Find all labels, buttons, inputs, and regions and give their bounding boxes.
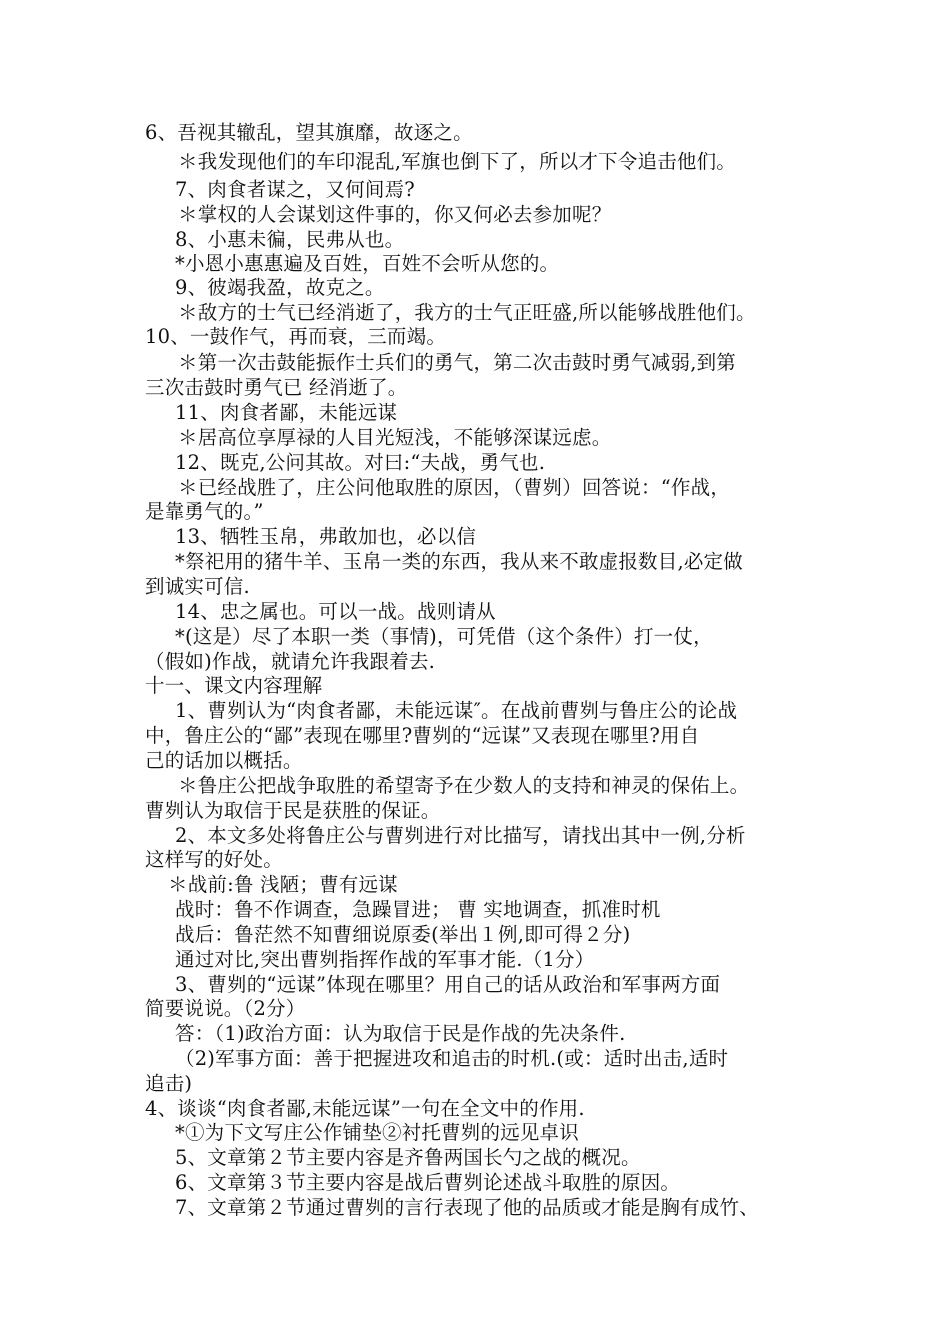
text-line: 1、曹刿认为“肉食者鄙，未能远谋″。在战前曹刿与鲁庄公的论战: [175, 699, 738, 722]
text-line: ＊鲁庄公把战争取胜的希望寄予在少数人的支持和神灵的保佑上。: [178, 774, 750, 797]
text-line: 这样写的好处。: [145, 848, 283, 871]
text-line: *小恩小惠惠遍及百姓，百姓不会听从您的。: [175, 252, 560, 275]
text-line: 是靠勇气的。”: [145, 500, 264, 523]
text-line: （2)军事方面：善于把握进攻和追击的时机.(或：适时出击,适时: [175, 1047, 729, 1070]
text-line: 13、牺牲玉帛，弗敢加也，必以信: [175, 525, 477, 548]
text-line: 6、文章第３节主要内容是战后曹刿论述战斗取胜的原因。: [175, 1171, 681, 1194]
text-line: 追击): [145, 1072, 193, 1095]
text-line: ＊敌方的士气已经消逝了，我方的士气正旺盛,所以能够战胜他们。: [178, 301, 756, 324]
text-line: ＊掌权的人会谋划这件事的，你又何必去参加呢？: [178, 203, 612, 226]
text-line: 9、彼竭我盈，故克之。: [175, 276, 385, 299]
section-heading: 十一、课文内容理解: [145, 674, 323, 697]
text-line: （假如)作战，就请允许我跟着去.: [145, 650, 436, 673]
text-line: 战后：鲁茫然不知曹细说原委(举出１例,即可得２分): [175, 923, 631, 946]
text-line: 通过对比,突出曹刿指挥作战的军事才能.（1分）: [175, 948, 595, 971]
text-line: 答：（1)政治方面：认为取信于民是作战的先决条件.: [175, 1022, 626, 1045]
text-line: ＊我发现他们的车印混乱,军旗也倒下了，所以才下令追击他们。: [178, 150, 736, 173]
text-line: 曹刿认为取信于民是获胜的保证。: [145, 799, 441, 822]
text-line: 三次击鼓时勇气已 经消逝了。: [145, 376, 408, 399]
text-line: ＊已经战胜了，庄公问他取胜的原因，（曹刿）回答说：“作战，: [178, 476, 731, 499]
text-line: 己的话加以概括。: [145, 749, 303, 772]
text-line: *①为下文写庄公作铺垫②衬托曹刿的远见卓识: [175, 1121, 579, 1144]
text-line: ＊居高位享厚禄的人目光短浅，不能够深谋远虑。: [178, 426, 612, 449]
text-line: 到诚实可信.: [145, 575, 250, 598]
text-line: 5、文章第２节主要内容是齐鲁两国长勺之战的概况。: [175, 1146, 641, 1169]
text-line: 4、谈谈“肉食者鄙,未能远谋”一句在全文中的作用.: [145, 1097, 585, 1120]
text-line: 7、肉食者谋之，又何间焉?: [175, 178, 415, 201]
text-line: 战时：鲁不作调查，急躁冒进； 曹 实地调查，抓准时机: [175, 898, 661, 921]
text-line: 7、文章第２节通过曹刿的言行表现了他的品质或才能是胸有成竹、: [175, 1196, 759, 1219]
text-line: 12、既克,公问其故。对曰:“夫战，勇气也.: [175, 451, 546, 474]
text-line: *祭祀用的猪牛羊、玉帛一类的东西，我从来不敢虚报数目,必定做: [175, 550, 743, 573]
text-line: 中，鲁庄公的“鄙”表现在哪里?曹刿的“远谋”又表现在哪里?用自: [145, 724, 700, 747]
text-line: ＊第一次击鼓能振作士兵们的勇气，第二次击鼓时勇气减弱,到第: [178, 351, 736, 374]
text-line: *(这是）尽了本职一类（事情)，可凭借（这个条件）打一仗，: [175, 625, 713, 648]
text-line: ＊战前:鲁 浅陋；曹有远谋: [168, 873, 398, 896]
text-line: 3、曹刿的“远谋”体现在哪里？用自己的话从政治和军事两方面: [175, 973, 721, 996]
text-line: 8、小惠未徧，民弗从也。: [175, 228, 405, 251]
text-line: 10、一鼓作气，再而衰，三而竭。: [145, 325, 447, 348]
text-line: 11、肉食者鄙，未能远谋: [175, 401, 398, 424]
text-line: 14、忠之属也。可以一战。战则请从: [175, 600, 496, 623]
text-line: 简要说说。（2分）: [145, 997, 306, 1020]
text-line: 6、吾视其辙乱，望其旗靡，故逐之。: [145, 121, 473, 144]
text-line: 2、本文多处将鲁庄公与曹刿进行对比描写，请找出其中一例,分析: [175, 824, 746, 847]
